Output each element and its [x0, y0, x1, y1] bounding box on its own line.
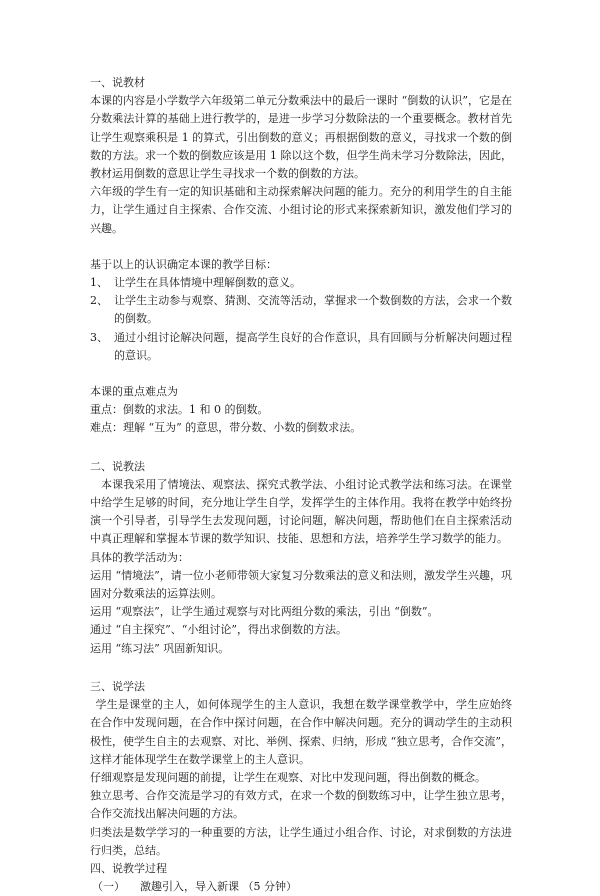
goal-number: 1、: [90, 276, 108, 290]
section4-heading: 四、说教学过程: [90, 861, 167, 875]
spacer: [90, 438, 512, 458]
key-point: 重点：倒数的求法。1 和 0 的倒数。: [90, 403, 269, 417]
section1-paragraph-2: 六年级的学生有一定的知识基础和主动探索解决问题的能力。充分的利用学生的自主能力，让学生通过自主探索、合作交流、小组讨论的形式来探索新知识，激发他们学习的兴趣。: [90, 185, 512, 235]
key-points-title: 本课的重点难点为: [90, 385, 178, 399]
spacer: [90, 238, 512, 256]
activity-item-1: 运用 “情境法”，请一位小老师带领大家复习分数乘法的意义和法则，激发学生兴趣，巩固对分数乘法的运算法则。: [90, 568, 512, 601]
step-text: 激趣引入，导入新课 （5 分钟）: [140, 880, 297, 894]
section3-paragraph-4: 归类法是数学学习的一种重要的方法，让学生通过小组合作、讨论，对求倒数的方法进行归类，总结。: [90, 825, 512, 857]
goal-number: 3、: [90, 330, 108, 344]
document-page: [90, 74, 512, 896]
goal-text: 通过小组讨论解决问题，提高学生良好的合作意识，具有回顾与分析解决问题过程的意识。: [114, 330, 512, 362]
goals-intro: 基于以上的认识确定本课的教学目标：: [90, 257, 277, 271]
teaching-step-1: [90, 878, 512, 896]
difficulty-point: 难点：理解 “互为” 的意思，带分数、小数的倒数求法。: [90, 421, 362, 435]
spacer: [90, 365, 512, 383]
goal-item-1: [90, 274, 512, 292]
step-number: （一）: [92, 880, 125, 894]
section3-paragraph-2: 仔细观察是发现问题的前提，让学生在观察、对比中发现问题，得出倒数的概念。: [90, 770, 486, 784]
activity-item-2: 运用 “观察法”，让学生通过观察与对比两组分数的乘法，引出 “倒数”。: [90, 605, 439, 619]
goal-number: 2、: [90, 294, 108, 308]
activity-item-3: 通过 “自主探究”、“小组讨论”，得出求倒数的方法。: [90, 623, 347, 637]
section3-paragraph-1: 学生是课堂的主人，如何体现学生的主人意识，我想在数学课堂教学中，学生应始终在合作中发现问题，在合作中探讨问题，在合作中解决问题。充分的调动学生的主动积极性，使学生自主的去观察、对比、举例、探索、归纳，形成 “独立思考，合作交流”，这样才能体现学生在数学课堂上的主人意识。: [90, 698, 512, 766]
section1-paragraph-1: 本课的内容是小学数学六年级第二单元分数乘法中的最后一课时 “倒数的认识”，它是在分数乘法计算的基础上进行教学的，是进一步学习分数除法的一个重要概念。教材首先让学生观察乘积是 1 的算式，引出倒数的意义；再根据倒数的意义，寻找求一个数的倒数的方法。求一个数的倒数应该是用 1 除以这个数，但学生尚未学习分数除法，因此，教材运用倒数的意思让学生寻找求一个数的倒数的方法。: [90, 94, 512, 181]
section2-heading: 二、说教法: [90, 459, 145, 473]
section3-heading: 三、说学法: [90, 679, 145, 693]
spacer: [90, 658, 512, 678]
goal-item-3: [90, 329, 512, 365]
goal-text: 让学生在具体情境中理解倒数的意义。: [114, 276, 301, 290]
activity-item-4: 运用 “练习法” 巩固新知识。: [90, 641, 230, 655]
section2-paragraph-1: 本课我采用了情境法、观察法、探究式教学法、小组讨论式教学法和练习法。在课堂中给学生足够的时间，充分地让学生自学，发挥学生的主体作用。我将在教学中始终扮演一个引导者，引导学生去发现问题，讨论问题，解决问题，帮助他们在自主探索活动中真正理解和掌握本节课的数学知识、技能、思想和方法，培养学生学习数学的能力。: [90, 477, 512, 546]
activities-intro: 具体的教学活动为：: [90, 550, 189, 564]
section1-heading: 一、说教材: [90, 76, 145, 89]
goal-text: 让学生主动参与观察、猜测、交流等活动，掌握求一个数倒数的方法，会求一个数的倒数。: [114, 294, 512, 326]
section3-paragraph-3: 独立思考、合作交流是学习的有效方式，在求一个数的倒数练习中，让学生独立思考，合作交流找出解决问题的方法。: [90, 789, 512, 821]
goal-item-2: [90, 292, 512, 328]
